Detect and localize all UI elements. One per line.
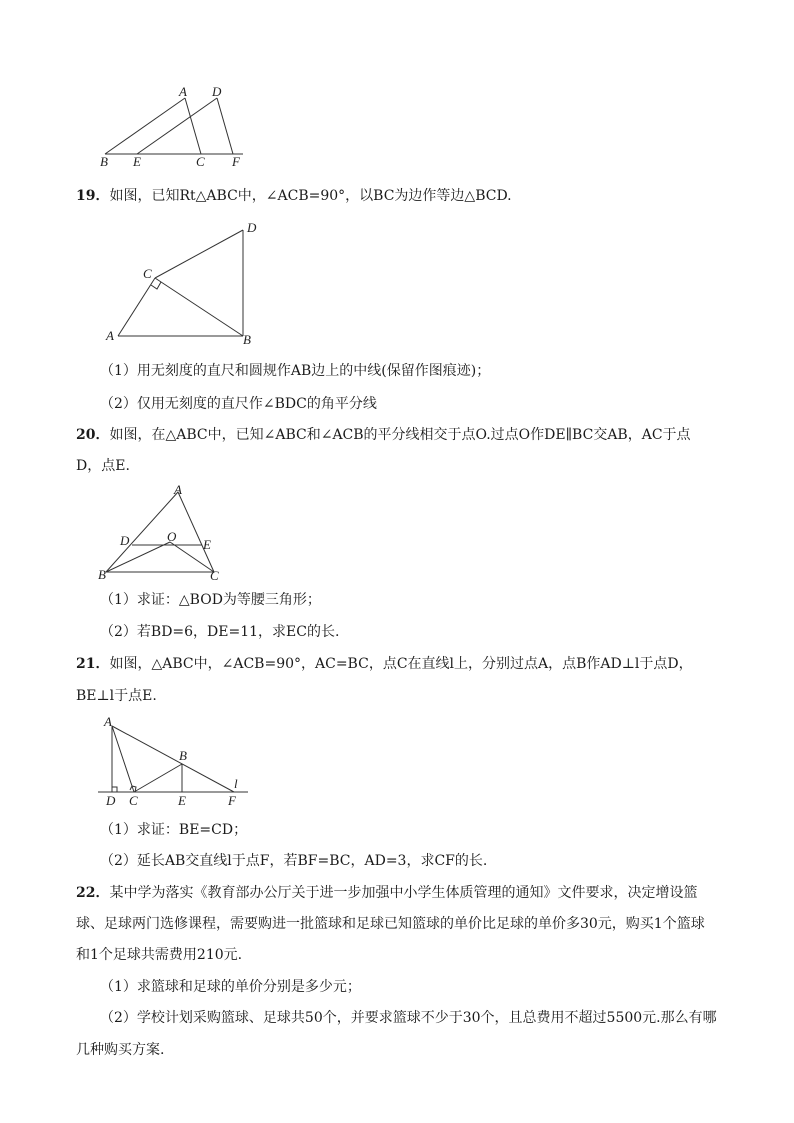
q21-stem-line-2: BE⊥l于点E.: [76, 688, 157, 704]
q18-label-b: B: [100, 154, 108, 169]
q21-label-c: C: [129, 793, 138, 808]
q21-label-e: E: [178, 793, 186, 808]
q20-part-2: （2）若BD=6，DE=11，求EC的长.: [100, 624, 340, 640]
q19-stem: [76, 186, 756, 206]
q21-part-2: （2）延长AB交直线l于点F，若BF=BC，AD=3，求CF的长.: [100, 853, 488, 869]
q22-stem-line-3: 和1个足球共需费用210元.: [76, 947, 243, 963]
q22-part-2: （2）学校计划采购篮球、足球共50个，并要求篮球不少于30个，且总费用不超过5500元.那么有哪: [100, 1010, 717, 1026]
q21-label-l: l: [234, 776, 238, 791]
q18-figure-svg: [95, 82, 265, 172]
q21-stem-line-1: [76, 654, 756, 674]
q20-label-o: O: [167, 529, 177, 544]
q19-part-2: （2）仅用无刻度的直尺作∠BDC的角平分线: [100, 396, 377, 412]
q22-stem-text-1: 某中学为落实《教育部办公厅关于进一步加强中小学生体质管理的通知》文件要求，决定增设篮: [109, 885, 698, 901]
q21-label-b: B: [179, 748, 187, 763]
q22-stem-line-2: 球、足球两门选修课程，需要购进一批篮球和足球已知篮球的单价比足球的单价多30元，购买1个篮球: [76, 916, 705, 932]
q18-label-d: D: [212, 84, 222, 99]
q19-label-b: B: [243, 332, 251, 347]
q20-stem-line-1: [76, 425, 756, 445]
q18-figure: [95, 82, 265, 172]
q19-figure: [100, 216, 270, 351]
q18-label-a: A: [179, 84, 187, 99]
q21-number: 21．: [76, 656, 110, 672]
q21-label-d: D: [106, 793, 116, 808]
q21-label-a: A: [104, 714, 112, 729]
q19-label-c: C: [143, 266, 152, 281]
q19-part-1: （1）用无刻度的直尺和圆规作AB边上的中线(保留作图痕迹)；: [100, 363, 491, 379]
q22-part-2-continued: 几种购买方案.: [76, 1042, 165, 1058]
q20-stem-text-1: 如图，在△ABC中，已知∠ABC和∠ACB的平分线相交于点O.过点O作DE∥BC交AB，AC于点: [109, 427, 691, 443]
q20-number: 20．: [76, 427, 110, 443]
q22-part-1: （1）求篮球和足球的单价分别是多少元；: [100, 979, 361, 995]
q20-figure-svg: [92, 482, 232, 582]
q20-label-e: E: [203, 537, 211, 552]
q20-part-1: （1）求证：△BOD为等腰三角形；: [100, 592, 321, 608]
q20-label-d: D: [120, 533, 130, 548]
q19-stem-text: 如图，已知Rt△ABC中，∠ACB=90°，以BC为边作等边△BCD.: [109, 188, 512, 204]
q19-label-a: A: [106, 328, 114, 343]
q18-label-c: C: [196, 154, 205, 169]
q20-label-b: B: [98, 567, 106, 582]
q20-figure: [92, 482, 232, 582]
q19-label-d: D: [247, 220, 257, 235]
q20-label-c: C: [210, 568, 219, 583]
q18-label-e: E: [133, 154, 141, 169]
q21-part-1: （1）求证：BE=CD；: [100, 822, 248, 838]
q22-number: 22．: [76, 885, 110, 901]
q21-figure-svg: [96, 712, 256, 812]
q21-label-f: F: [228, 793, 236, 808]
q18-label-f: F: [232, 154, 240, 169]
q20-stem-line-2: D，点E.: [76, 458, 130, 474]
q21-figure: [96, 712, 256, 812]
q19-figure-svg: [100, 216, 270, 351]
q20-label-a: A: [174, 482, 182, 497]
q21-stem-text-1: 如图，△ABC中，∠ACB=90°，AC=BC，点C在直线l上，分别过点A，点B作AD⊥l于点D，: [109, 656, 693, 672]
q22-stem-line-1: [76, 883, 756, 903]
q19-number: 19．: [76, 188, 110, 204]
